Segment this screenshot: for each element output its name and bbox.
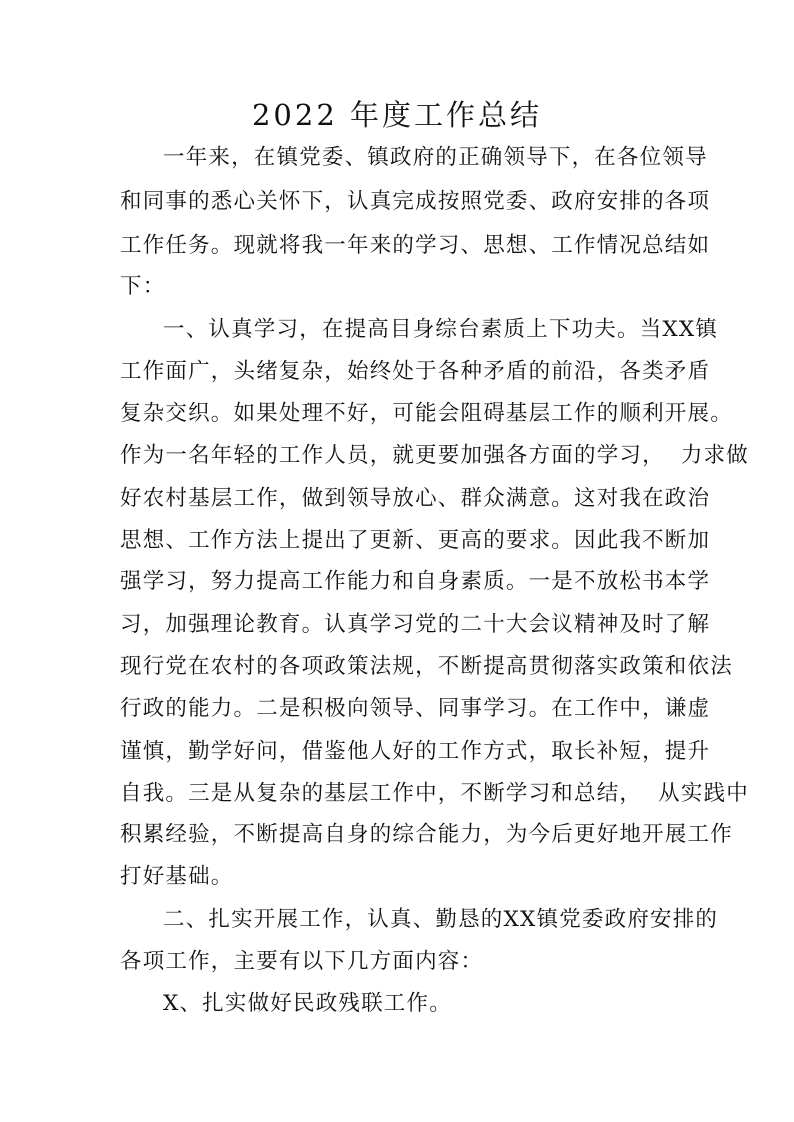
paragraph-line: 自我。三是从复杂的基层工作中，不断学习和总结， 从实践中 [120,781,749,806]
paragraph-line: 一年来，在镇党委、镇政府的正确领导下，在各位领导 [163,145,708,170]
paragraph-line: 工作任务。现就将我一年来的学习、思想、工作情况总结如 [120,233,711,258]
paragraph-line: X、扎实做好民政残联工作。 [163,991,452,1016]
paragraph-line: 一、认真学习，在提高目身综台素质上下功夫。当XX镇 [163,317,719,342]
paragraph-line: 习，加强理论教育。认真学习党的二十大会议精神及时了解 [120,612,711,637]
paragraph-line: 复杂交织。如果处理不好，可能会阻碍基层工作的顺利开展。 [120,401,733,426]
paragraph-line: 工作面广，头绪复杂，始终处于各种矛盾的前沿，各类矛盾 [120,359,711,384]
paragraph-line: 二、扎实开展工作，认真、勤恳的XX镇党委政府安排的 [163,907,719,932]
paragraph-line: 打好基础。 [120,864,234,889]
paragraph-line: 现行党在农村的各项政策法规，不断提高贯彻落实政策和依法 [120,654,733,679]
paragraph-line: 和同事的悉心关怀下，认真完成按照党委、政府安排的各项 [120,189,711,214]
paragraph-line: 各项工作，主要有以下几方面内容： [120,949,484,974]
paragraph-line: 强学习，努力提高工作能力和自身素质。一是不放松书本学 [120,569,711,594]
paragraph-line: 谨慎，勤学好问，借鉴他人好的工作方式，取长补短，提升 [120,739,711,764]
paragraph-line: 作为一名年轻的工作人员，就更要加强各方面的学习， 力求做 [120,443,749,468]
page-title: 2022 年度工作总结 [251,98,543,132]
paragraph-line: 行政的能力。二是积极向领导、同事学习。在工作中，谦虚 [120,696,711,721]
paragraph-line: 思想、工作方法上提出了更新、更高的要求。因此我不断加 [120,528,711,553]
paragraph-line: 下： [120,274,166,299]
paragraph-line: 积累经验，不断提高自身的综合能力，为今后更好地开展工作 [120,822,733,847]
paragraph-line: 好农村基层工作，做到领导放心、群众满意。这对我在政治 [120,486,711,511]
